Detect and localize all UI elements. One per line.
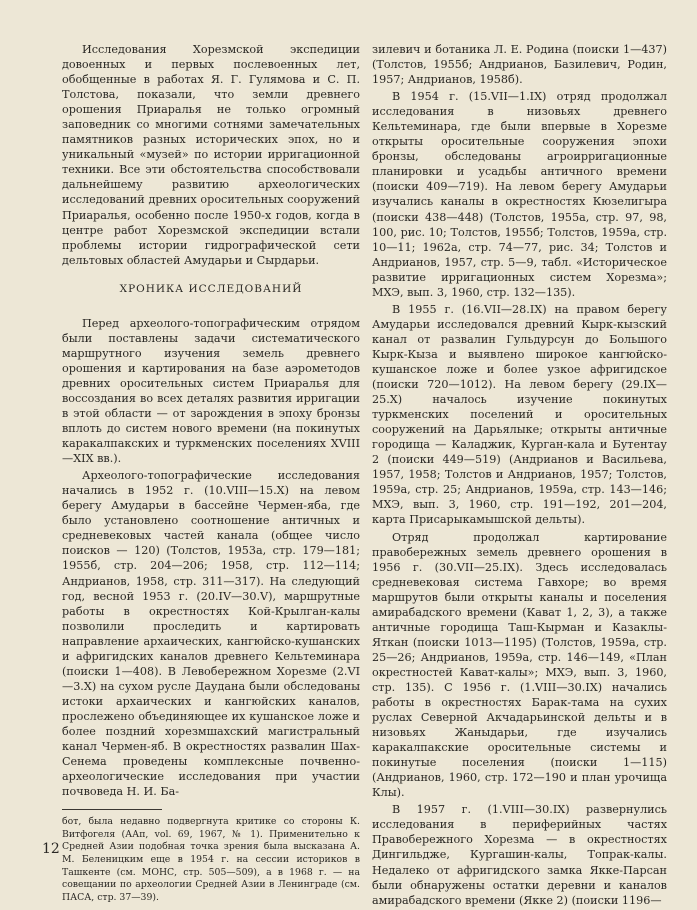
- left-column: [62, 42, 360, 906]
- paragraph-tasks: Перед археолого-топографическим отрядом были поставлены задачи систематического маршрутного изучения земель древнего орошения и картирования на базе аэрометодов древних оросительных систем Приаралья для воссоздания во всех деталях развития ирригации в этой области — от зарождения в эпоху бронзы вплоть до систем нового времени (на покинутых каракалпакских и туркменских поселениях XVIII—XIX вв.).: [62, 316, 360, 466]
- footnote-divider: [62, 809, 162, 810]
- paragraph-1955: В 1955 г. (16.VII—28.IX) на правом берегу Амударьи исследовался древний Кырк-кызский канал от развалин Гульдурсун до Большого Кырк-Кыза и выявлено широкое кангюйско-кушанское ложе и более узкое афригидское (поиски 720—1012). На левом берегу (29.IX—25.X) началось изучение покинутых туркменских поселений и оросительных сооружений на Дарьялыке; открыты античные городища — Каладжик, Курган-кала и Бутентау 2 (поиски 449—519) (Андрианов и Васильева, 1957, 1958; Толстов и Андрианов, 1957; Толстов, 1959а, стр. 25; Андрианов, 1959а, стр. 143—146; МХЭ, вып. 3, 1960, стр. 191—192, 201—204, карта Присарыкамышской дельты).: [372, 302, 667, 527]
- paragraph-1954: В 1954 г. (15.VII—1.IX) отряд продолжал исследования в низовьях древнего Кельтеминара, где были впервые в Хорезме открыты оросительные сооружения эпохи бронзы, обследованы агроирригационные планировки и усадьбы античного времени (поиски 409—719). На левом берегу Амударьи изучались каналы в окрестностях Кюзелигыра (поиски 438—448) (Толстов, 1955а, стр. 97, 98, 100, рис. 10; Толстов, 1955б; Толстов, 1959а, стр. 10—11; 1962а, стр. 74—77, рис. 34; Толстов и Андрианов, 1957, стр. 5—9, табл. «Историческое развитие ирригационных систем Хорезма»; МХЭ, вып. 3, 1960, стр. 132—135).: [372, 90, 667, 299]
- footnote-text: бот, была недавно подвергнута критике со стороны К. Витфогеля (ААп, vol. 69, 1967, № 1). Применительно к Средней Азии подобная точка зрения была высказана А. М. Беленицким еще в 1954 г. на сессии историков в Ташкенте (см. МОНС, стр. 505—509), а в 1968 г. — на совещании по археологии Средней Азии в Ленинграде (см. ПАСА, стр. 37—39).: [62, 816, 360, 903]
- paragraph-1956: Отряд продолжал картирование правобережных земель древнего орошения в 1956 г. (30.VII—25.IX). Здесь исследовалась средневековая система Гавхоре; во время маршрутов были открыты каналы и поселения амирабадского времени (Кават 1, 2, 3), а также античные городища Таш-Кырман и Казаклы-Яткан (поиски 1013—1195) (Толстов, 1959а, стр. 25—26; Андрианов, 1959а, стр. 146—149, «План окрестностей Кават-калы»; МХЭ, вып. 3, 1960, стр. 135). С 1956 г. (1.VIII—30.IX) начались работы в окрестностях Барак-тама на сухих руслах Северной Акчадарьинской дельты и в низовьях Жаныдарьи, где изучались каракалпакские оросительные системы и покинутые поселения (поиски 1—115) (Андрианов, 1960, стр. 172—190 и план урочища Клы).: [372, 530, 667, 800]
- page-number: 12: [42, 841, 60, 857]
- continuation-paragraph: зилевич и ботаника Л. Е. Родина (поиски 1—437) (Толстов, 1955б; Андрианов, Базилевич, Родин, 1957; Андрианов, 1958б).: [372, 43, 667, 87]
- footnote: [62, 816, 360, 904]
- section-heading: ХРОНИКА ИССЛЕДОВАНИЙ: [119, 282, 303, 295]
- paragraph-1952: Археолого-топографические исследования начались в 1952 г. (10.VIII—15.X) на левом берегу Амударьи в бассейне Чермен-яба, где было установлено соотношение античных и средневековых частей канала (общее число поисков — 120) (Толстов, 1953а, стр. 179—181; 1955б, стр. 204—206; 1958, стр. 112—114; Андрианов, 1958, стр. 311—317). На следующий год, весной 1953 г. (20.IV—30.V), маршрутные работы в окрестностях Кой-Крылган-калы позволили проследить и картировать направление архаических, кангюйско-кушанских и афригидских каналов древнего Кельтеминара (поиски 1—408). В Левобережном Хорезме (2.VI—3.X) на сухом русле Даудана были обследованы истоки архаических и кангюйских каналов, прослежено объединяющее их кушанское ложе и более поздний хорезмшахский магистральный канал Чермен-яб. В окрестностях развалин Шах-Сенема проведены комплексные почвенно-археологические исследования при участии почвоведа Н. И. Ба-: [62, 469, 360, 799]
- paragraph-1957: В 1957 г. (1.VIII—30.IX) развернулись исследования в периферийных частях Правобережного Хорезма — в окрестностях Дингильдже, Кургашин-калы, Топрак-калы. Недалеко от афригидского замка Якке-Парсан были обнаружены остатки деревни и каналов амирабадского времени (Якке 2) (поиски 1196—: [372, 803, 667, 907]
- right-column: [372, 42, 667, 910]
- intro-paragraph: Исследования Хорезмской экспедиции довоенных и первых послевоенных лет, обобщенные в работах Я. Г. Гулямова и С. П. Толстова, показали, что земли древнего орошения Приаралья не только огромный заповедник со многими сотнями замечательных памятников разных исторических эпох, но и уникальный «музей» по истории ирригационной техники. Все эти обстоятельства способствовали дальнейшему развитию археологических исследований древних оросительных сооружений Приаралья, особенно после 1950-х годов, когда в центре работ Хорезмской экспедиции встали проблемы истории гидрографической сети дельтовых областей Амударьи и Сырдарьи.: [62, 43, 360, 267]
